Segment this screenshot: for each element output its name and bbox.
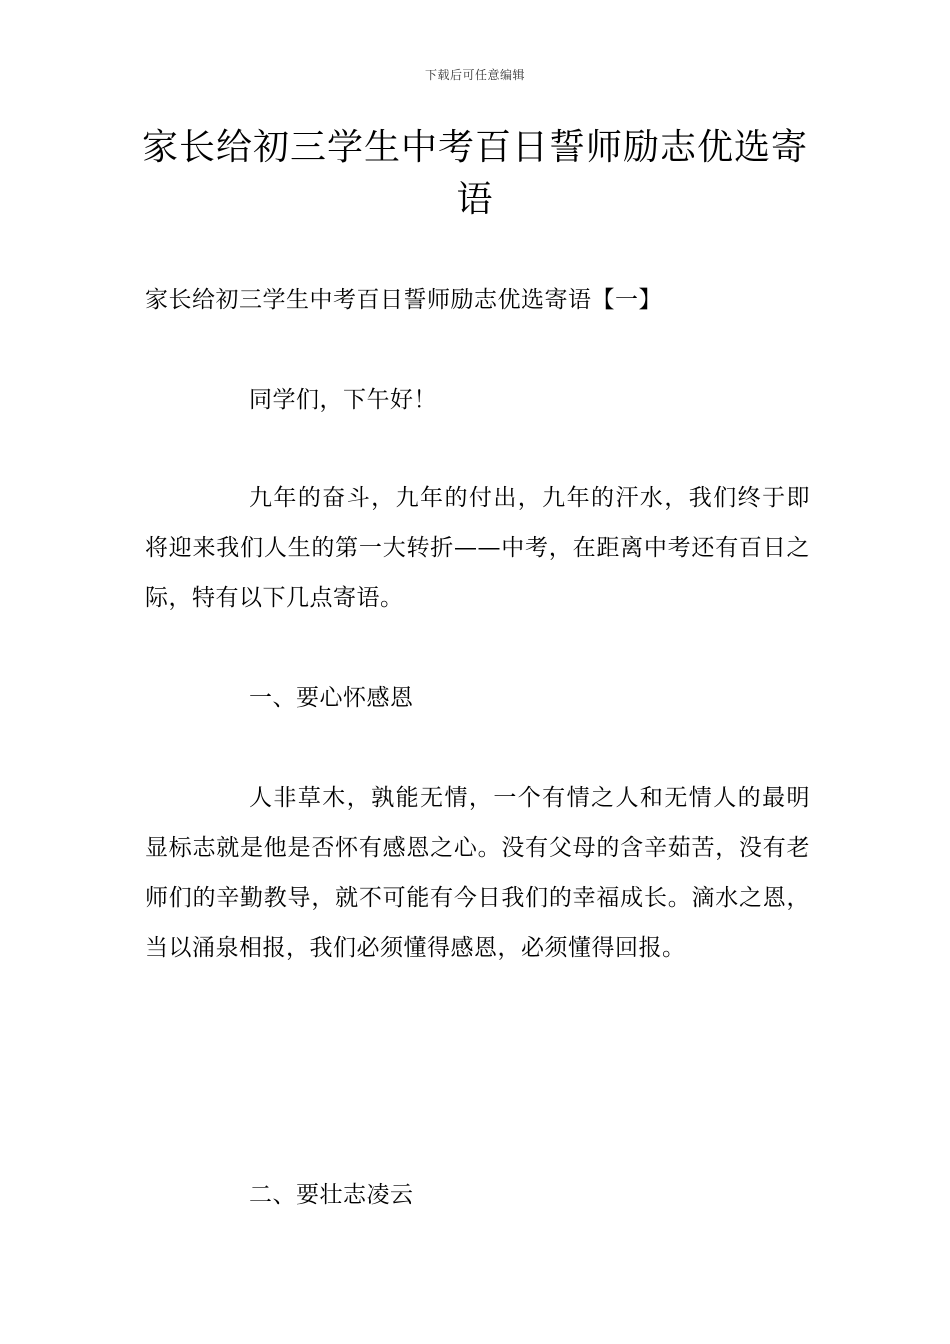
section-heading-ambition: 二、要壮志凌云 — [249, 1182, 414, 1208]
document-title: 家长给初三学生中考百日誓师励志优选寄语 — [141, 127, 808, 220]
header-note: 下载后可任意编辑 — [424, 68, 525, 82]
paragraph-gratitude: 人非草木，孰能无情，一个有情之人和无情人的最明显标志就是他是否怀有感恩之心。没有父母的含辛茹苦，没有老师们的辛勤教导，就不可能有今日我们的幸福成长。滴水之恩，当以涌泉相报，我们必须懂得感恩，必须懂得回报。 — [145, 785, 810, 961]
document-subtitle: 家长给初三学生中考百日誓师励志优选寄语【一】 — [145, 287, 662, 313]
section-heading-gratitude: 一、要心怀感恩 — [249, 685, 414, 711]
greeting: 同学们，下午好！ — [249, 387, 437, 413]
paragraph-intro: 九年的奋斗，九年的付出，九年的汗水，我们终于即将迎来我们人生的第一大转折——中考，在距离中考还有百日之际，特有以下几点寄语。 — [145, 485, 810, 611]
